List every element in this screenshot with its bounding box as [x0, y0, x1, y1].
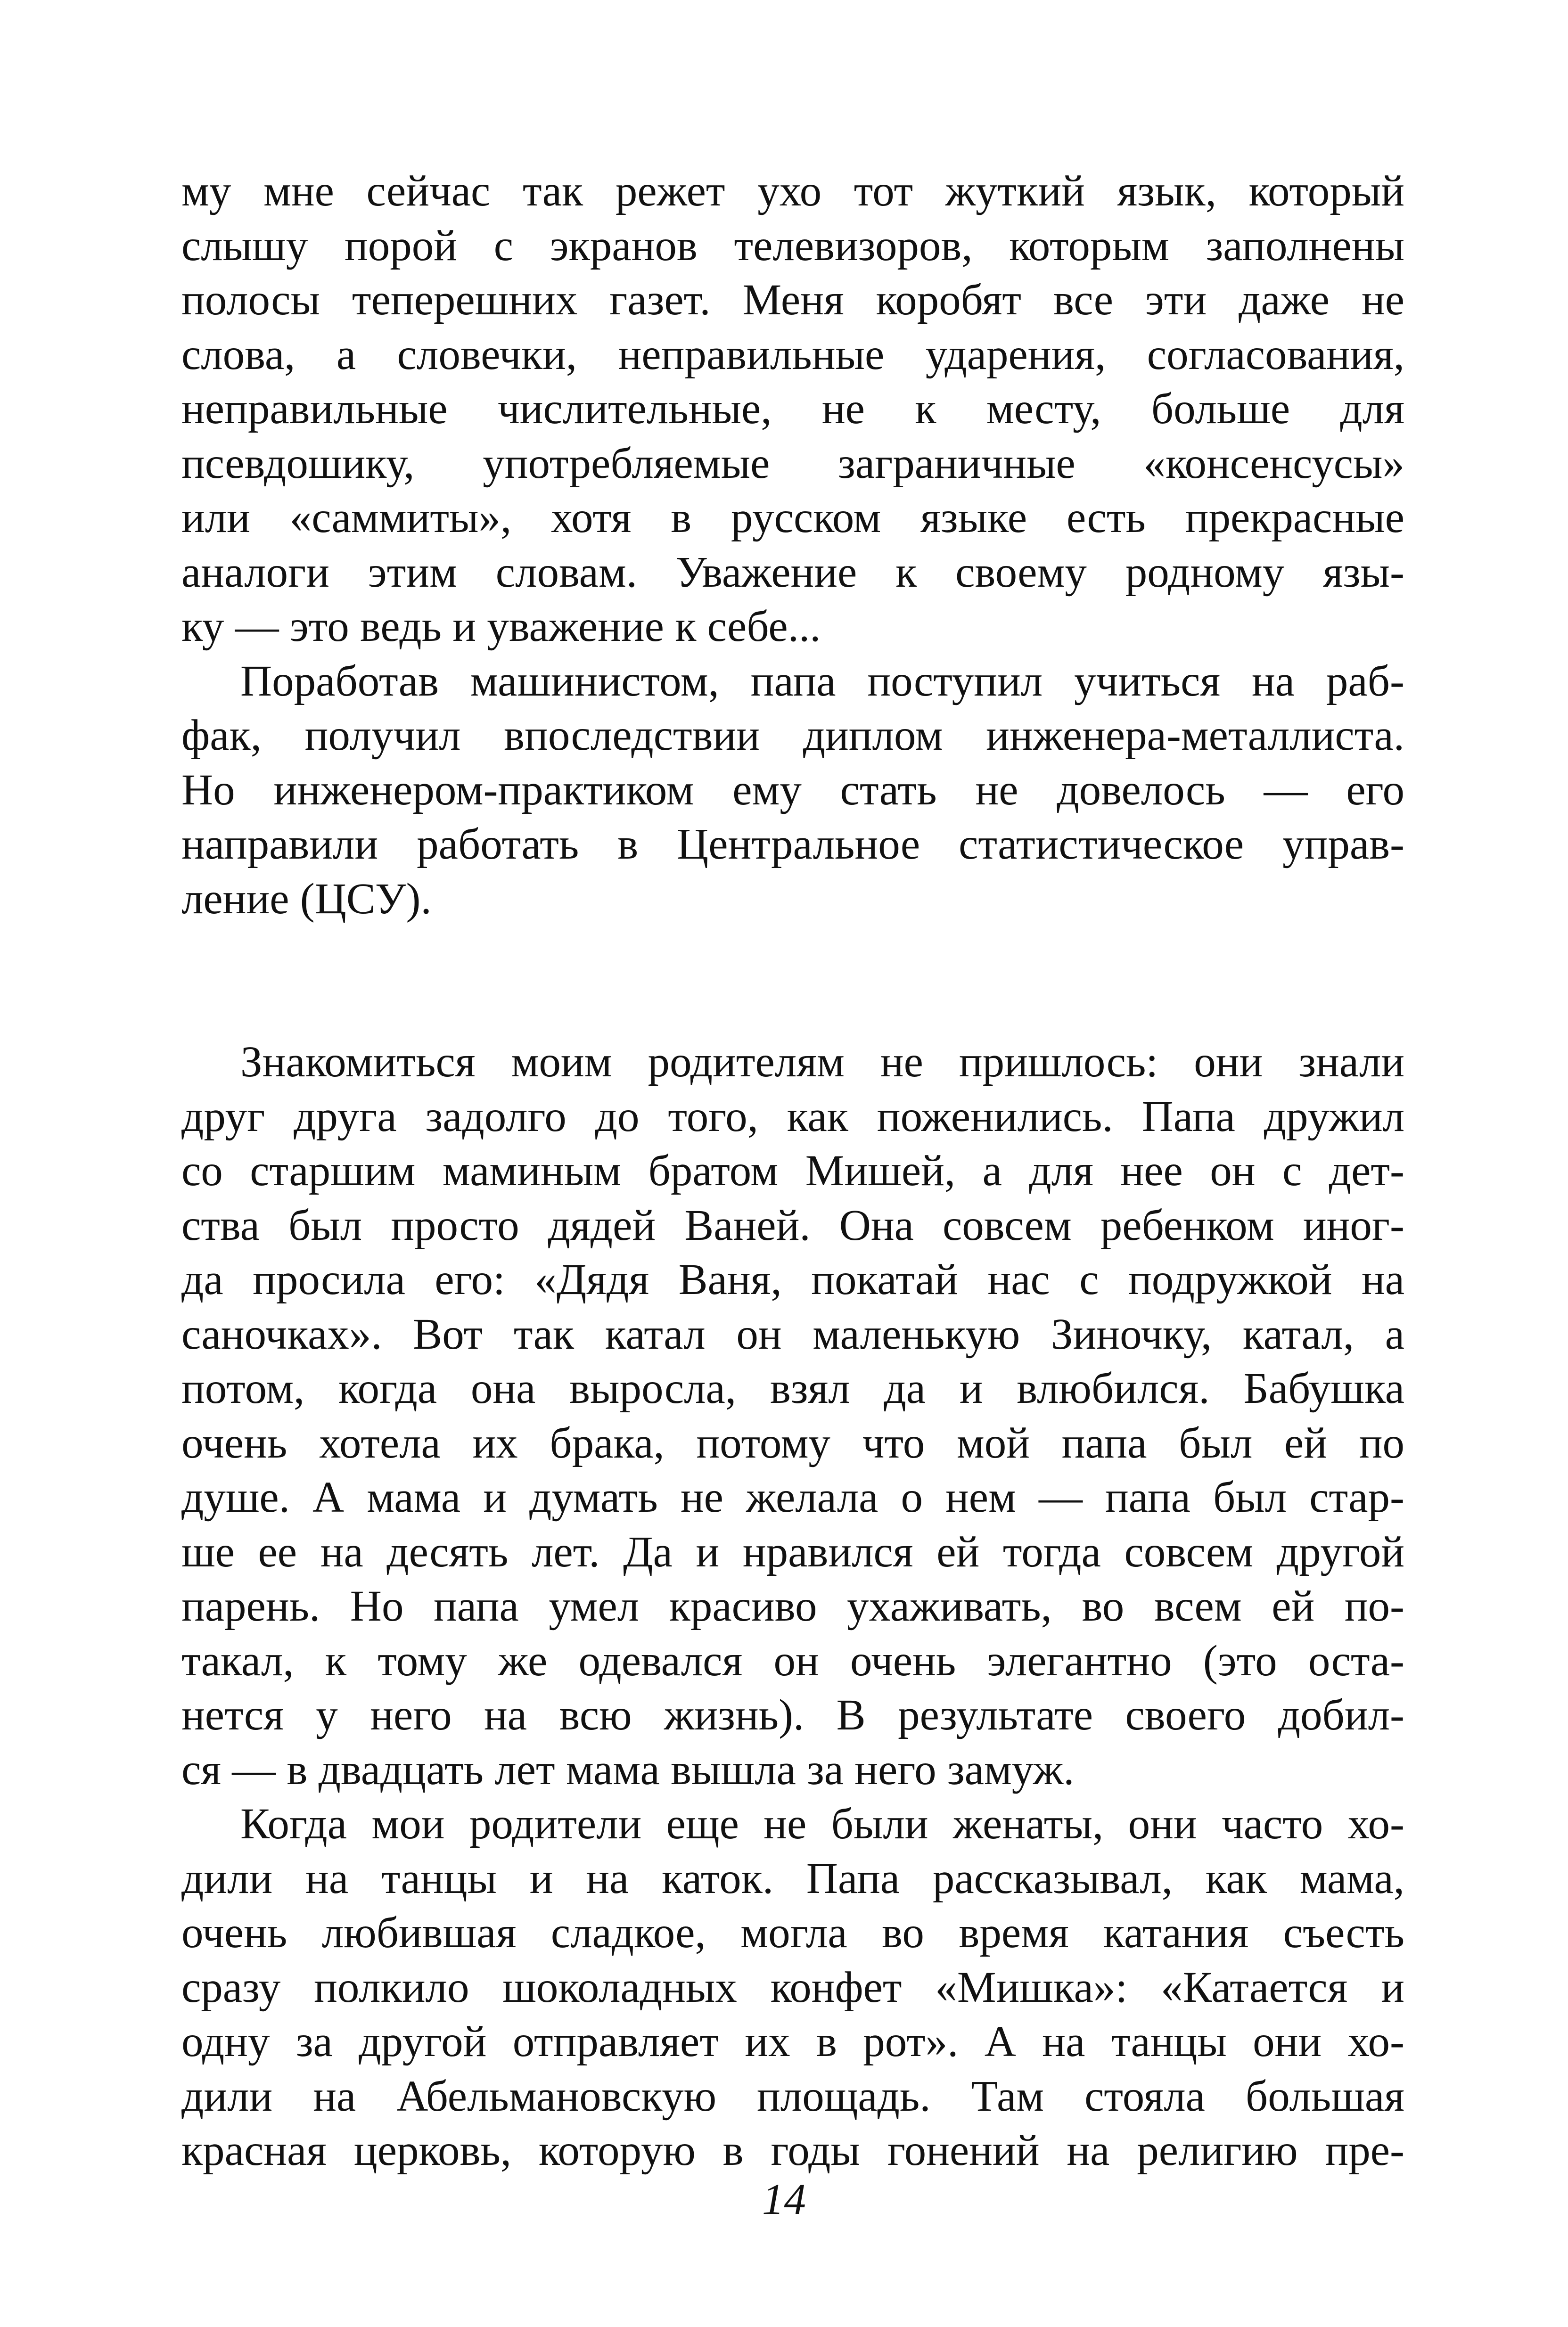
text-line: слышу порой с экранов телевизоров, которым заполнены	[181, 221, 1404, 270]
text-line: такал, к тому же одевался он очень элегантно (это оста-	[181, 1636, 1404, 1685]
paragraph	[181, 1797, 1404, 2178]
paragraph	[181, 654, 1404, 926]
text-line: му мне сейчас так режет ухо тот жуткий язык, который	[181, 167, 1404, 215]
text-line: неправильные числительные, не к месту, больше для	[181, 385, 1404, 433]
text-line: душе. А мама и думать не желала о нем — папа был стар-	[181, 1473, 1404, 1522]
text-line: сразу полкило шоколадных конфет «Мишка»: «Катается и	[181, 1963, 1404, 2012]
text-line: дили на танцы и на каток. Папа рассказывал, как мама,	[181, 1854, 1404, 1903]
text-line: или «саммиты», хотя в русском языке есть прекрасные	[181, 493, 1404, 542]
paragraph	[181, 164, 1404, 654]
text-line: красная церковь, которую в годы гонений на религию пре-	[181, 2126, 1404, 2175]
text-line: саночках». Вот так катал он маленькую Зиночку, катал, а	[181, 1310, 1404, 1359]
text-line: направили работать в Центральное статистическое управ-	[181, 820, 1404, 869]
text-line: да просила его: «Дядя Ваня, покатай нас с подружкой на	[181, 1255, 1404, 1304]
text-line: Знакомиться моим родителям не пришлось: они знали	[240, 1038, 1404, 1086]
text-line: ше ее на десять лет. Да и нравился ей тогда совсем другой	[181, 1527, 1404, 1576]
text-line: слова, а словечки, неправильные ударения, согласования,	[181, 330, 1404, 379]
text-line: ства был просто дядей Ваней. Она совсем ребенком иног-	[181, 1201, 1404, 1250]
text-line: очень хотела их брака, потому что мой папа был ей по	[181, 1418, 1404, 1467]
text-line: потом, когда она выросла, взял да и влюбился. Бабушка	[181, 1364, 1404, 1413]
text-line: дили на Абельмановскую площадь. Там стояла большая	[181, 2072, 1404, 2121]
section-break	[181, 926, 1404, 1035]
paragraph	[181, 1035, 1404, 1797]
text-line: фак, получил впоследствии диплом инженера-металлиста.	[181, 711, 1404, 760]
text-line: аналоги этим словам. Уважение к своему родному язы-	[181, 548, 1404, 597]
text-line: ление (ЦСУ).	[181, 874, 432, 923]
text-line: очень любившая сладкое, могла во время катания съесть	[181, 1909, 1404, 1957]
page-text-column	[181, 164, 1404, 2178]
text-line: одну за другой отправляет их в рот». А на танцы они хо-	[181, 2017, 1404, 2066]
text-line: полосы теперешних газет. Меня коробят все эти даже не	[181, 276, 1404, 324]
text-line: друг друга задолго до того, как поженились. Папа дружил	[181, 1092, 1404, 1141]
text-line: псевдошику, употребляемые заграничные «консенсусы»	[181, 439, 1404, 488]
page-number: 14	[762, 2175, 806, 2224]
text-line: Когда мои родители еще не были женаты, они часто хо-	[240, 1800, 1404, 1848]
text-line: ся — в двадцать лет мама вышла за него замуж.	[181, 1745, 1075, 1794]
text-line: со старшим маминым братом Мишей, а для нее он с дет-	[181, 1147, 1404, 1195]
text-line: Поработав машинистом, папа поступил учиться на раб-	[240, 656, 1404, 705]
text-line: ку — это ведь и уважение к себе...	[181, 602, 821, 651]
text-line: Но инженером-практиком ему стать не довелось — его	[181, 765, 1404, 814]
text-line: нется у него на всю жизнь). В результате своего добил-	[181, 1691, 1404, 1739]
text-line: парень. Но папа умел красиво ухаживать, во всем ей по-	[181, 1582, 1404, 1631]
